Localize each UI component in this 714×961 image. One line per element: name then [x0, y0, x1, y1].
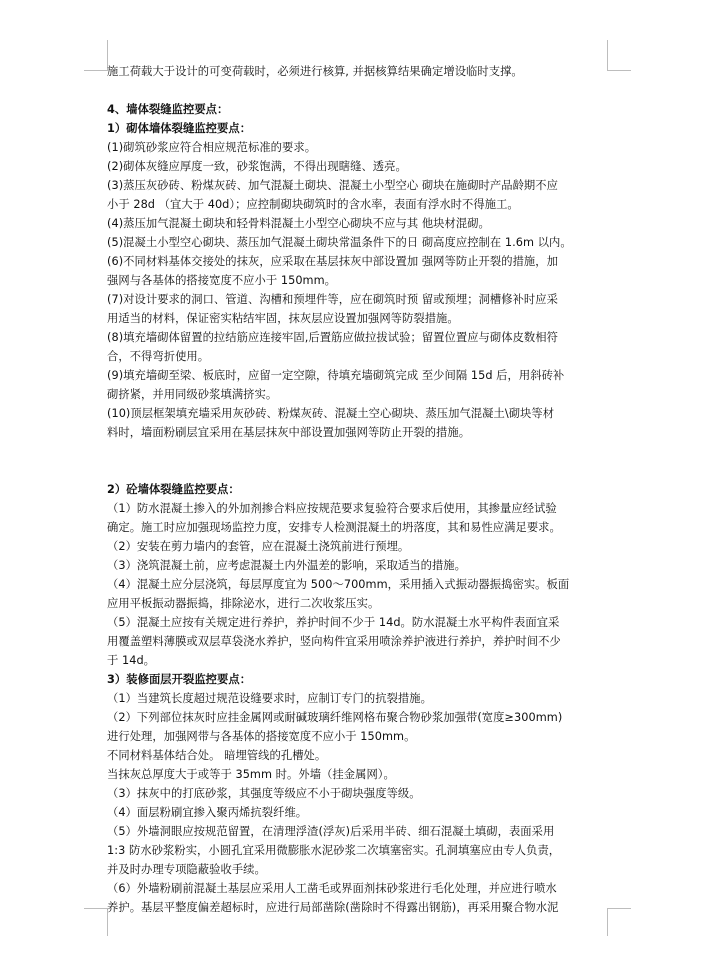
text-line: (6)不同材料基体交接处的抹灰，应采取在基层抹灰中部设置加 强网等防止开裂的措施，加: [107, 255, 558, 268]
crop-mark-bottom-left-horizontal: [84, 908, 108, 909]
text-line: （1）当建筑长度超过规范设缝要求时，应制订专门的抗裂措施。: [107, 692, 432, 705]
text-line: (5)混凝土小型空心砌块、蒸压加气混凝土砌块常温条件下的日 砌高度应控制在 1.6m 以内。: [107, 236, 572, 249]
text-line: 当抹灰总厚度大于或等于 35mm 时。外墙（挂金属网）。: [107, 768, 395, 781]
text-line: （3）抹灰中的打底砂浆，其强度等级应不小于砌块强度等级。: [107, 787, 421, 800]
document-body: [107, 62, 608, 917]
text-line: (7)对设计要求的洞口、管道、沟槽和预埋件等，应在砌筑时预 留或预埋；洞槽修补时应采: [107, 293, 558, 306]
text-line: （6）外墙粉刷前混凝土基层应采用人工凿毛或界面剂抹砂浆进行毛化处理，并应进行喷水: [107, 882, 557, 895]
text-line: 进行处理，加强网带与各基体的搭接宽度不应小于 150mm。: [107, 730, 416, 743]
text-line: (10)顶层框架填充墙采用灰砂砖、粉煤灰砖、混凝土空心砌块、蒸压加气混凝土\砌块等材: [107, 407, 555, 420]
text-line: 1:3 防水砂浆粉实，小圆孔宜采用微膨胀水泥砂浆二次填塞密实。孔洞填塞应由专人负责，: [107, 844, 561, 857]
text-line: 用覆盖塑料薄膜或双层草袋浇水养护，竖向构件宜采用喷涂养护液进行养护，养护时间不少: [107, 635, 561, 648]
section-heading: 4、墙体裂缝监控要点：: [107, 103, 229, 116]
text-line: 强网与各基体的搭接宽度不应小于 150mm。: [107, 274, 337, 287]
text-line: (4)蒸压加气混凝土砌块和轻骨料混凝土小型空心砌块不应与其 他块材混砌。: [107, 217, 490, 230]
text-line: (9)填充墙砌至梁、板底时，应留一定空隙，待填充墙砌筑完成 至少间隔 15d 后，用斜砖补: [107, 369, 565, 382]
blank-line: [107, 81, 608, 100]
text-line: (3)蒸压灰砂砖、粉煤灰砖、加气混凝土砌块、混凝土小型空心 砌块在施砌时产品龄期不应: [107, 179, 558, 192]
text-line: 养护。基层平整度偏差超标时，应进行局部凿除(凿除时不得露出钢筋)，再采用聚合物水泥: [107, 901, 559, 914]
text-line: 小于 28d （宜大于 40d）；应控制砌块砌筑时的含水率，表面有浮水时不得施工。: [107, 198, 519, 211]
text-line: （1）防水混凝土掺入的外加剂掺合料应按规范要求复验符合要求后使用，其掺量应经试验: [107, 502, 557, 515]
crop-mark-top-left-horizontal: [84, 70, 108, 71]
text-line: (2)砌体灰缝应厚度一致，砂浆饱满，不得出现瞎缝、透亮。: [107, 160, 407, 173]
blank-line: [107, 442, 608, 461]
text-line: 并及时办理专项隐蔽验收手续。: [107, 863, 266, 876]
text-line: 砌挤紧，并用同级砂浆填满挤实。: [107, 388, 278, 401]
crop-mark-bottom-right-horizontal: [607, 908, 631, 909]
text-line: 合，不得弯折使用。: [107, 350, 210, 363]
text-line: (1)砌筑砂浆应符合相应规范标准的要求。: [107, 141, 317, 154]
text-line: （2）安装在剪力墙内的套管，应在混凝土浇筑前进行预埋。: [107, 540, 410, 553]
blank-line: [107, 461, 608, 480]
text-line: （3）浇筑混凝土前，应考虑混凝土内外温差的影响，采取适当的措施。: [107, 559, 466, 572]
text-line: 不同材料基体结合处。 暗埋管线的孔槽处。: [107, 749, 327, 762]
crop-mark-top-right-horizontal: [607, 70, 631, 71]
text-line: （2）下列部位抹灰时应挂金属网或耐碱玻璃纤维网格布聚合物砂浆加强带(宽度≥300mm): [107, 711, 563, 724]
text-line: （4）混凝土应分层浇筑，每层厚度宜为 500～700mm，采用插入式振动器振捣密实。板面: [107, 578, 570, 591]
text-line: （5）混凝土应按有关规定进行养护，养护时间不少于 14d。防水混凝土水平构件表面宜采: [107, 616, 560, 629]
text-line: 确定。施工时应加强现场监控力度，安排专人检测混凝土的坍落度，其和易性应满足要求。: [107, 521, 561, 534]
text-line: （5）外墙洞眼应按规范留置，在清理浮渣(浮灰)后采用半砖、细石混凝土填砌，表面采用: [107, 825, 555, 838]
text-line: (8)填充墙砌体留置的拉结筋应连接牢固,后置筋应做拉拔试验；留置位置应与砌体皮数相符: [107, 331, 558, 344]
section-heading: 2）砼墙体裂缝监控要点：: [107, 483, 240, 496]
section-heading: 1）砌体墙体裂缝监控要点：: [107, 122, 252, 135]
text-line: 施工荷载大于设计的可变荷载时，必须进行核算, 并据核算结果确定增设临时支撑。: [107, 65, 523, 78]
section-heading: 3）装修面层开裂监控要点：: [107, 673, 252, 686]
text-line: 应用平板振动器振捣，排除泌水，进行二次收浆压实。: [107, 597, 380, 610]
text-line: （4）面层粉刷宜掺入聚丙烯抗裂纤维。: [107, 806, 308, 819]
text-line: 于 14d。: [107, 654, 156, 667]
text-line: 料时，墙面粉刷层宜采用在基层抹灰中部设置加强网等防止开裂的措施。: [107, 426, 471, 439]
text-line: 用适当的材料，保证密实粘结牢固，抹灰层应设置加强网等防裂措施。: [107, 312, 459, 325]
